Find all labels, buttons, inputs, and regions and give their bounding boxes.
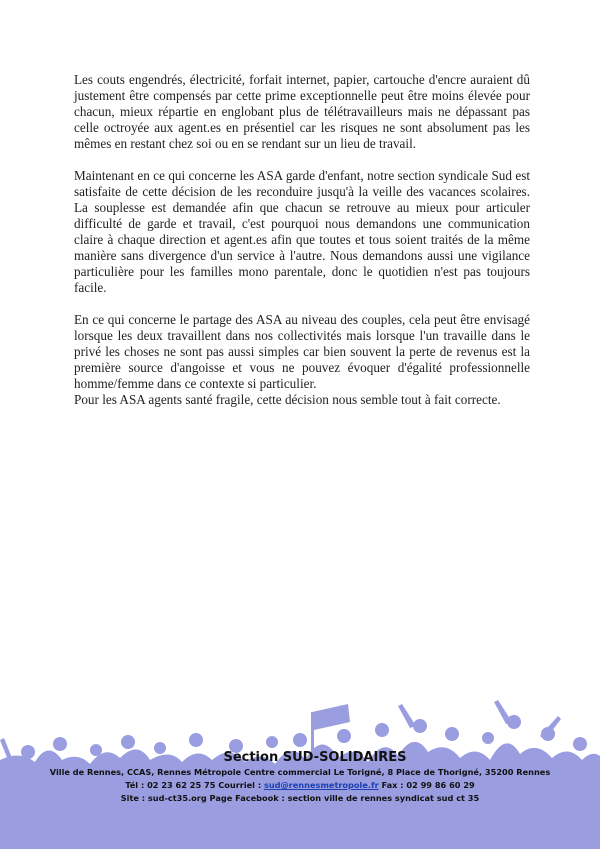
paragraph-telework-costs: Les couts engendrés, électricité, forfait internet, papier, cartouche d'encre auraient dû justement être compensés par cette prime exceptionnelle peut être moins élevée pour chacun, mieux répartie en englobant plus de télétravailleurs mais ne dépassant pas celle octroyée aux agent.es en présentiel car les risques ne sont absolument pas les mêmes en restant chez soi ou en se rendant sur un lieu de travail.	[74, 72, 530, 151]
union-contact-footer	[0, 749, 600, 805]
fax-number: Fax : 02 99 86 60 29	[378, 780, 475, 790]
union-address: Ville de Rennes, CCAS, Rennes Métropole Centre commercial Le Torigné, 8 Place de Thorigné, 35200 Rennes	[49, 767, 551, 777]
union-phone-email-fax	[0, 779, 600, 792]
email-link[interactable]: sud@rennesmetropole.fr	[263, 780, 379, 790]
letter-body	[74, 72, 530, 408]
phone-label: Tél : 02 23 62 25 75 Courriel :	[125, 780, 264, 790]
paragraph-asa-fragile-health: Pour les ASA agents santé fragile, cette décision nous semble tout à fait correcte.	[74, 392, 501, 407]
union-section-title: Section SUD-SOLIDAIRES	[223, 750, 407, 765]
union-website-facebook: Site : sud-ct35.org Page Facebook : section ville de rennes syndicat sud ct 35	[120, 793, 480, 803]
paragraph-asa-couples: En ce qui concerne le partage des ASA au niveau des couples, cela peut être envisagé lorsque les deux travaillent dans nos collectivités mais lorsque l'un travaille dans le privé les choses ne sont pas aussi simples car bien souvent la perte de revenus est la première source d'angoisse et vous ne pouvez évoquer d'égalité professionnelle homme/femme dans ce contexte si particulier.	[74, 312, 530, 391]
paragraph-asa-childcare: Maintenant en ce qui concerne les ASA garde d'enfant, notre section syndicale Sud est satisfaite de cette décision de les reconduire jusqu'à la veille des vacances scolaires. La souplesse est demandée afin que chacun se retrouve au mieux pour articuler difficulté de garde et travail, c'est pourquoi nous demandons une communication claire à chaque direction et agent.es afin que toutes et tous soient traités de la même manière sans divergence d'un service à l'autre. Nous demandons aussi une vigilance particulière pour les familles mono parentale, donc le quotidien n'est pas toujours facile.	[74, 168, 530, 295]
